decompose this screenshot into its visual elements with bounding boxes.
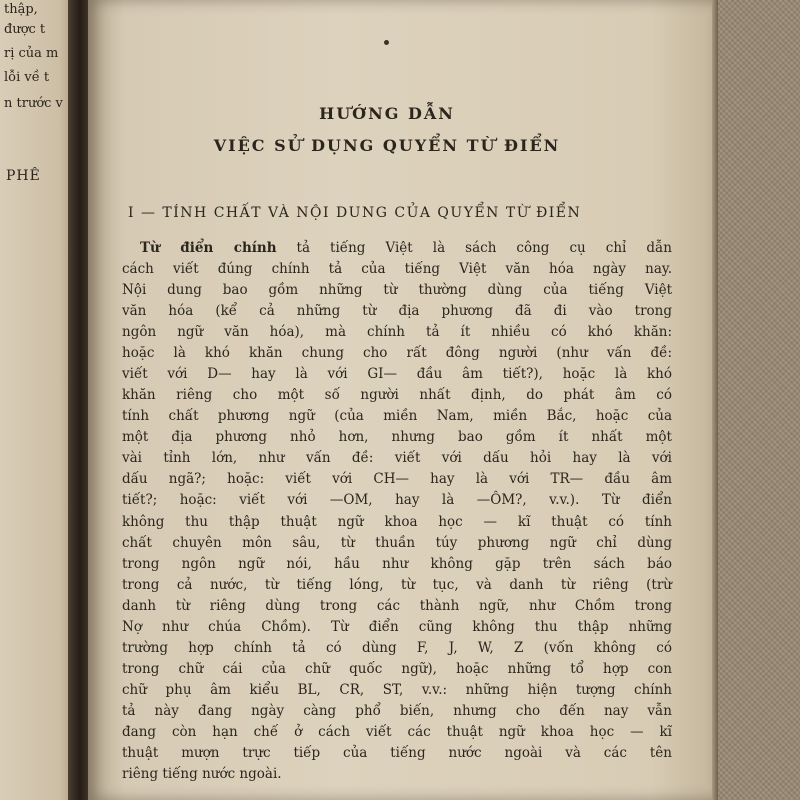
paragraph-line: danh từ riêng dùng trong các thành ngữ, như Chồm trong — [122, 597, 672, 614]
paragraph-line: trong cả nước, từ tiếng lóng, từ tục, và danh từ riêng (trừ — [122, 576, 672, 593]
paragraph-line: một địa phương nhỏ hơn, nhưng bao gồm ít nhất một — [122, 429, 672, 446]
left-page-footer: PHÊ — [6, 168, 41, 184]
paragraph-line: không thu thập thuật ngữ khoa học — kĩ thuật có tính — [122, 513, 672, 530]
paragraph-line: tính chất phương ngữ (của miền Nam, miền Bắc, hoặc của — [122, 408, 672, 425]
left-page-line: lỗi về t — [4, 70, 50, 85]
paragraph-line: trường hợp chính tả có dùng F, J, W, Z (vốn không có — [122, 639, 672, 656]
paragraph-line: riêng tiếng nước ngoài. — [122, 766, 282, 782]
paragraph-line: văn hóa (kể cả những từ địa phương đã đi vào trong — [122, 303, 672, 320]
paragraph-lead-text: tả tiếng Việt là sách công cụ chỉ dẫn — [276, 240, 672, 256]
paragraph-line: khăn riêng cho một số người nhất định, do phát âm có — [122, 387, 672, 404]
paragraph-line: thuật mượn trực tiếp của tiếng nước ngoài và các tên — [122, 744, 672, 761]
paragraph-line: dấu ngã?; hoặc: viết với CH— hay là với TR— đầu âm — [122, 471, 672, 488]
paragraph-line — [140, 240, 672, 256]
paragraph-line: đang còn hạn chế ở cách viết các thuật ngữ khoa học — kĩ — [122, 723, 672, 740]
paragraph-line: chữ phụ âm kiểu BL, CR, ST, v.v.: những hiện tượng chính — [122, 681, 672, 698]
right-page — [88, 0, 714, 800]
heading-guide: HƯỚNG DẪN — [319, 104, 455, 123]
paragraph-line: vài tỉnh lớn, như vấn đề: viết với dấu hỏi hay là với — [122, 450, 672, 467]
dictionary-name: Từ điển chính — [140, 240, 277, 256]
paragraph-line: tiết?; hoặc: viết với —OM, hay là —ÔM?, v.v.). Từ điển — [122, 492, 672, 509]
ink-dot — [384, 40, 389, 45]
paragraph-line: cách viết đúng chính tả của tiếng Việt văn hóa ngày nay. — [122, 261, 672, 278]
left-page-line: thập, — [4, 2, 38, 17]
heading-usage: VIỆC SỬ DỤNG QUYỂN TỪ ĐIỂN — [213, 136, 561, 155]
left-page-line: rị của m — [4, 46, 59, 61]
paragraph-line: Nợ như chúa Chồm). Từ điển cũng không thu thập những — [122, 618, 672, 635]
paragraph-line: trong chữ cái của chữ quốc ngữ), hoặc những tổ hợp con — [122, 660, 672, 677]
paragraph-line: Nội dung bao gồm những từ thường dùng của tiếng Việt — [122, 282, 672, 299]
paragraph-line: hoặc là khó khăn chung cho rất đông người (như vấn đề: — [122, 345, 672, 362]
paragraph-line: viết với D— hay là với GI— đầu âm tiết?), hoặc là khó — [122, 366, 672, 383]
paragraph-line: trong ngôn ngữ nói, hầu như không gặp trên sách báo — [122, 555, 672, 572]
paragraph-line: chất chuyên môn sâu, từ thuần túy phương ngữ chỉ dùng — [122, 534, 672, 551]
paragraph-line: ngôn ngữ văn hóa), mà chính tả ít nhiều có khó khăn: — [122, 324, 672, 341]
left-page-line: n trước v — [4, 96, 63, 111]
paragraph-line: tả này đang ngày càng phổ biến, nhưng cho đến nay vẫn — [122, 702, 672, 719]
section-title: I — TÍNH CHẤT VÀ NỘI DUNG CỦA QUYỂN TỪ ĐIỂN — [128, 205, 582, 221]
left-page-line: được t — [4, 22, 46, 37]
page-edge — [712, 0, 718, 800]
